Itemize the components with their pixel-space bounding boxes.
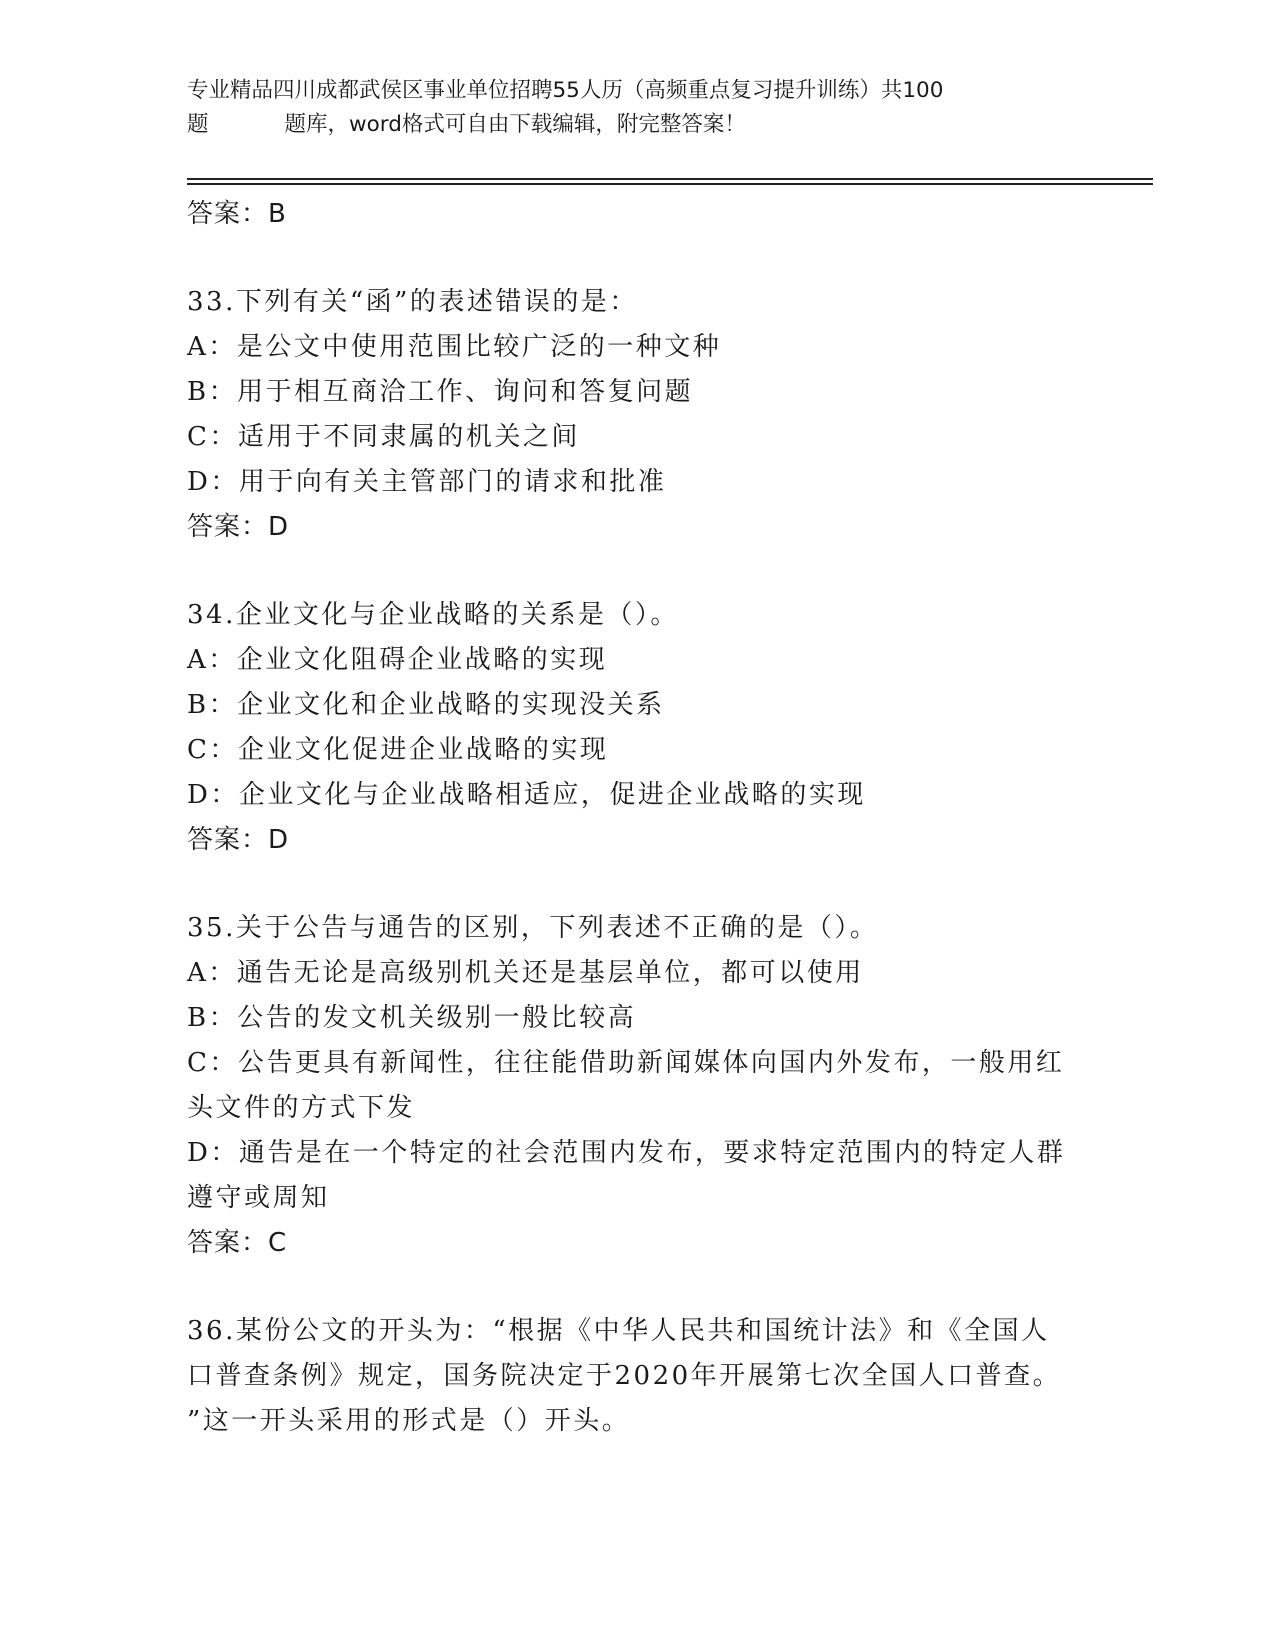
header-title-line-2-start: 题 — [187, 112, 209, 137]
option-d: D：用于向有关主管部门的请求和批准 — [187, 467, 667, 497]
answer: 答案：C — [187, 1228, 288, 1258]
question-stem-line-3: ”这一开头采用的形式是（）开头。 — [187, 1406, 631, 1436]
question-stem: 35.关于公告与通告的区别，下列表述不正确的是（）。 — [187, 913, 879, 943]
question-34 — [187, 593, 1087, 863]
option-b: B：用于相互商洽工作、询问和答复问题 — [187, 377, 694, 407]
answer: 答案：D — [187, 512, 290, 542]
option-a: A：是公文中使用范围比较广泛的一种文种 — [187, 332, 722, 362]
question-content — [187, 192, 1087, 1444]
question-stem-line-2: 口普查条例》规定，国务院决定于2020年开展第七次全国人口普查。 — [187, 1361, 1062, 1391]
option-a: A：企业文化阻碍企业战略的实现 — [187, 645, 608, 675]
question-stem-line-1: 36.某份公文的开头为：“根据《中华人民共和国统计法》和《全国人 — [187, 1316, 1050, 1346]
option-c: C：企业文化促进企业战略的实现 — [187, 735, 609, 765]
question-33 — [187, 280, 1087, 550]
option-c: C：适用于不同隶属的机关之间 — [187, 422, 580, 452]
question-stem: 34.企业文化与企业战略的关系是（）。 — [187, 600, 679, 630]
question-35 — [187, 906, 1087, 1266]
option-d-line-2: 遵守或周知 — [187, 1183, 330, 1213]
option-d-line-1: D：通告是在一个特定的社会范围内发布，要求特定范围内的特定人群 — [187, 1138, 1066, 1168]
option-a: A：通告无论是高级别机关还是基层单位，都可以使用 — [187, 958, 864, 988]
header-divider-top — [187, 178, 1153, 180]
answer: 答案：D — [187, 825, 290, 855]
question-36 — [187, 1309, 1087, 1444]
option-c-line-2: 头文件的方式下发 — [187, 1093, 416, 1123]
header-title-line-1: 专业精品四川成都武侯区事业单位招聘55人历（高频重点复习提升训练）共100 — [187, 78, 944, 103]
page-header — [187, 74, 1067, 142]
question-stem: 33.下列有关“函”的表述错误的是： — [187, 287, 638, 317]
header-title-line-2-end: 题库，word格式可自由下载编辑，附完整答案！ — [284, 112, 746, 137]
option-b: B：企业文化和企业战略的实现没关系 — [187, 690, 665, 720]
previous-answer: 答案：B — [187, 199, 287, 229]
header-title-line-2 — [187, 108, 1067, 142]
header-divider-bottom — [187, 183, 1153, 185]
option-b: B：公告的发文机关级别一般比较高 — [187, 1003, 637, 1033]
option-d: D：企业文化与企业战略相适应，促进企业战略的实现 — [187, 780, 866, 810]
option-c-line-1: C：公告更具有新闻性，往往能借助新闻媒体向国内外发布，一般用红 — [187, 1048, 1065, 1078]
